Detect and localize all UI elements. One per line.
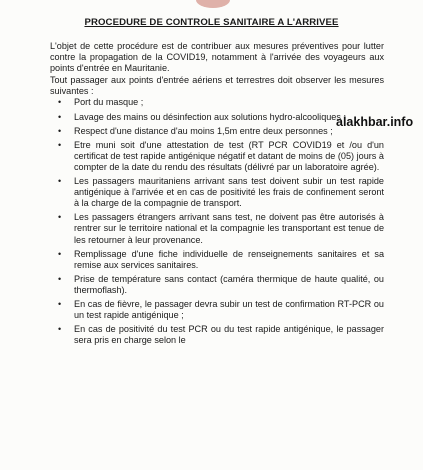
list-item [50,274,384,296]
document-body [50,41,384,346]
list-item [50,299,384,321]
list-item [50,324,384,346]
bullet-icon: • [58,97,62,108]
bullet-icon: • [58,273,62,284]
list-item [50,126,384,137]
document-title: PROCEDURE DE CONTROLE SANITAIRE A L'ARRIVEE [84,17,339,28]
list-item [50,212,384,245]
stamp-mark [196,0,230,8]
list-item-text: En cas de positivité du test PCR ou du test rapide antigénique, le passager sera pris en charge selon le [74,324,384,346]
bullet-icon: • [58,248,62,259]
bullet-icon: • [58,324,62,335]
bullet-icon: • [58,212,62,223]
bullet-icon: • [58,125,62,136]
measures-list [50,97,384,346]
list-item-text: Lavage des mains ou désinfection aux solutions hydro-alcooliques ; [74,111,346,122]
list-item [50,140,384,173]
list-item [50,97,384,108]
intro-paragraph: L'objet de cette procédure est de contribuer aux mesures préventives pour lutter contre la propagation de la COVID19, notamment à l'arrivée des voyageurs aux points d'entrée en Mauritanie. [50,41,384,74]
list-item-text: Respect d'une distance d'au moins 1,5m entre deux personnes ; [74,125,333,136]
bullet-icon: • [58,111,62,122]
list-item-text: Les passagers mauritaniens arrivant sans test doivent subir un test rapide antigénique à l'arrivée et en cas de positivité les frais de confinement seront à la charge de la compagnie de transport. [74,176,384,209]
watermark: alakhbar.info [336,115,414,129]
list-item [50,249,384,271]
list-item-text: En cas de fièvre, le passager devra subir un test de confirmation RT-PCR ou un test rapide antigénique ; [74,298,384,321]
list-item-text: Les passagers étrangers arrivant sans test, ne doivent pas être autorisés à rentrer sur le territoire national et la compagnie les transportant est tenue de les retourner à leur provenance. [74,212,384,245]
bullet-icon: • [58,139,62,150]
list-item [50,176,384,209]
list-item-text: Remplissage d'une fiche individuelle de renseignements sanitaires et sa remise aux services sanitaires. [74,248,384,270]
lead-paragraph: Tout passager aux points d'entrée aériens et terrestres doit observer les mesures suivantes : [50,75,384,97]
list-item-text: Port du masque ; [74,97,144,108]
bullet-icon: • [58,298,62,309]
list-item-text: Etre muni soit d'une attestation de test (RT PCR COVID19 et /ou d'un certificat de test rapide antigénique négatif et datant de moins de (05) jours à compter de la date du rendu des résultats (délivré par un laboratoire agrée). [74,139,384,172]
list-item [50,112,384,123]
list-item-text: Prise de température sans contact (caméra thermique de haute qualité, ou thermoflash). [74,273,384,295]
bullet-icon: • [58,176,62,187]
